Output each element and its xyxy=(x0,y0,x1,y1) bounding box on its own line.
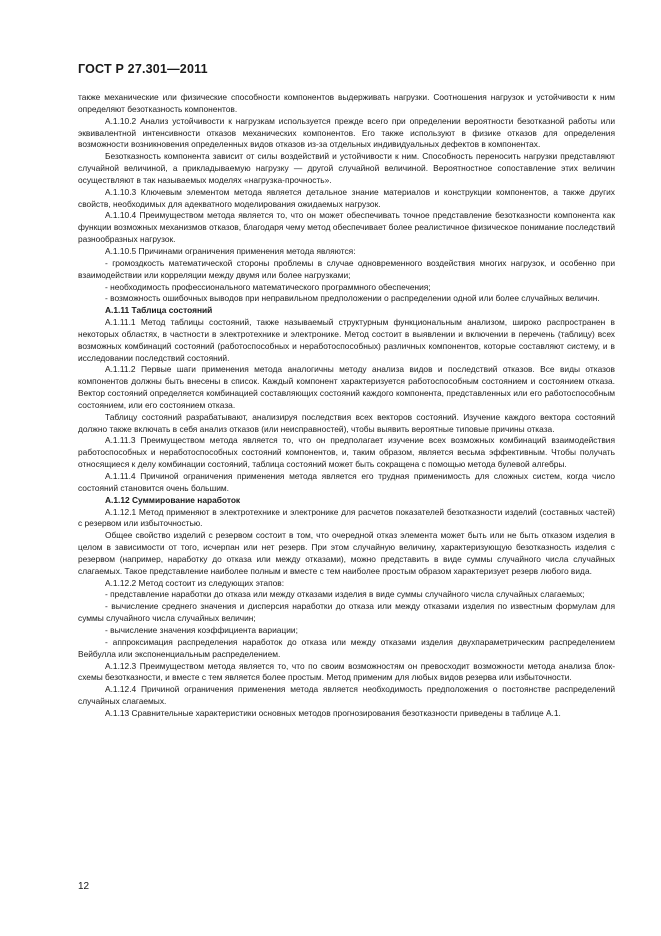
list-item: - громоздкость математической стороны проблемы в случае одновременного воздействия многих нагрузок, и особенно при взаимодействии или корреляции между двумя или более нагрузками; xyxy=(78,257,615,280)
paragraph-state-table: Таблицу состояний разрабатывают, анализируя последствия всех векторов состояний. Изучение каждого вектора состояний должно также включать в себя анализ отказов (или неисправностей), чтобы выявить вероятные типовые причины отказа. xyxy=(78,411,615,434)
list-item: - возможность ошибочных выводов при неправильном предположении о распределении одной или более случайных величин. xyxy=(105,293,600,304)
clause-a-1-11-1: А.1.11.1 Метод таблицы состояний, также называемый структурным функциональным анализом, широко распространен в некоторых областях, в частности в электротехнике и электронике. Метод состоит в выявлении и включении в перечень (таблицу) всех возможных комбинаций состояний (работоспособных и неработоспособных) различных компонентов, которые составляют систему, и в исследовании последствий состояний. xyxy=(78,317,615,363)
clause-a-1-10-5: А.1.10.5 Причинами ограничения применения метода являются: xyxy=(105,245,356,256)
clause-a-1-11-2: А.1.11.2 Первые шаги применения метода аналогичны методу анализа видов и последствий отказов. Все виды отказов компонентов должны быть внесены в список. Каждый компонент характеризуется работоспособным состоянием и состоянием отказа. Вектор состояний определяется комбинацией составляющих состояний каждого компонента, представленных или его работоспособным состоянием, или его состоянием отказа. xyxy=(78,364,615,410)
paragraph-redundancy: Общее свойство изделий с резервом состоит в том, что очередной отказ элемента может быть или не быть отказом изделия в целом в зависимости от того, исчерпан или нет резерв. При этом случайную величину, характеризующую безотказность изделия с резервом (например, наработку до отказа или между отказами), можно представить в виде суммы случайного числа случайных слагаемых. Такое представление наиболее полным и вместе с тем наиболее простым образом характеризует резерв любого вида. xyxy=(78,530,615,576)
section-heading-a-1-12: А.1.12 Суммирование наработок xyxy=(105,494,241,505)
document-body xyxy=(78,92,615,720)
section-heading-a-1-11: А.1.11 Таблица состояний xyxy=(105,305,213,316)
list-item: - вычисление значения коэффициента вариации; xyxy=(105,624,298,635)
clause-a-1-12-1: А.1.12.1 Метод применяют в электротехнике и электронике для расчетов показателей безотказности изделий (составных частей) с резервом или избыточностью. xyxy=(78,506,615,529)
clause-a-1-10-2: А.1.10.2 Анализ устойчивости к нагрузкам используется прежде всего при определении вероятности безотказной работы или эквивалентной интенсивности отказов механических компонентов. Его также используют в физике отказов для определения возможности возникновения определенных видов отказов из-за отдельных индивидуальных дефектов в компонентах. xyxy=(78,115,615,150)
list-item: - вычисление среднего значения и дисперсия наработки до отказа или между отказами изделия по известным формулам для суммы случайного числа случайных величин; xyxy=(78,601,615,624)
list-item: - представление наработки до отказа или между отказами изделия в виде суммы случайного числа случайных слагаемых; xyxy=(105,589,585,600)
continuation-paragraph: также механические или физические способности компонентов выдерживать нагрузки. Соотношения нагрузок и устойчивости к ним определяют безотказность компонентов. xyxy=(78,92,615,114)
page-number: 12 xyxy=(78,881,90,892)
clause-a-1-12-4: А.1.12.4 Причиной ограничения применения метода является необходимость предположения о постоянстве распределений случайных слагаемых. xyxy=(78,684,615,707)
clause-a-1-10-4: А.1.10.4 Преимуществом метода является то, что он может обеспечивать точное представление безотказности компонента как функции возможных механизмов отказов, благодаря чему метод обеспечивает более реалистичное физическое понимание последствий разнообразных нагрузок. xyxy=(78,210,615,245)
list-item: - аппроксимация распределения наработок до отказа или между отказами изделия двухпараметрическим распределением Вейбулла или экспоненциальным распределением. xyxy=(78,636,615,659)
paragraph-reliability-load: Безотказность компонента зависит от силы воздействий и устойчивости к ним. Способность переносить нагрузки представляют случайной величиной, а прикладываемую нагрузку — другой случайной величиной. Вероятностное сопоставление этих величин осуществляют в так называемых моделях «нагрузка-прочность». xyxy=(78,151,615,185)
clause-a-1-11-3: А.1.11.3 Преимуществом метода является то, что он предполагает изучение всех возможных комбинаций взаимодействия работоспособных и неработоспособных состояний компонентов, и, таким образом, является весьма эффективным. Чтобы получать относящиеся к делу комбинации состояний, таблица состояний может быть сокращена с помощью метода булевой алгебры. xyxy=(78,435,615,470)
clause-a-1-12-3: А.1.12.3 Преимуществом метода является то, что по своим возможностям он превосходит возможности метода анализа блок-схемы безотказности, и вместе с тем является более простым. Метод применим для любых видов резерва или избыточности. xyxy=(78,660,615,683)
clause-a-1-13: А.1.13 Сравнительные характеристики основных методов прогнозирования безотказности приведены в таблице А.1. xyxy=(105,707,561,718)
clause-a-1-12-2: А.1.12.2 Метод состоит из следующих этапов: xyxy=(105,577,285,588)
standard-designation: ГОСТ Р 27.301—2011 xyxy=(78,62,208,76)
clause-a-1-10-3: А.1.10.3 Ключевым элементом метода является детальное знание материалов и конструкции компонентов, а также других свойств, необходимых для адекватного моделирования ожидаемых нагрузок. xyxy=(78,186,615,209)
list-item: - необходимость профессионального математического программного обеспечения; xyxy=(105,281,431,292)
clause-a-1-11-4: А.1.11.4 Причиной ограничения применения метода является его трудная применимость для сложных систем, когда число состояний становится очень большим. xyxy=(78,471,615,493)
